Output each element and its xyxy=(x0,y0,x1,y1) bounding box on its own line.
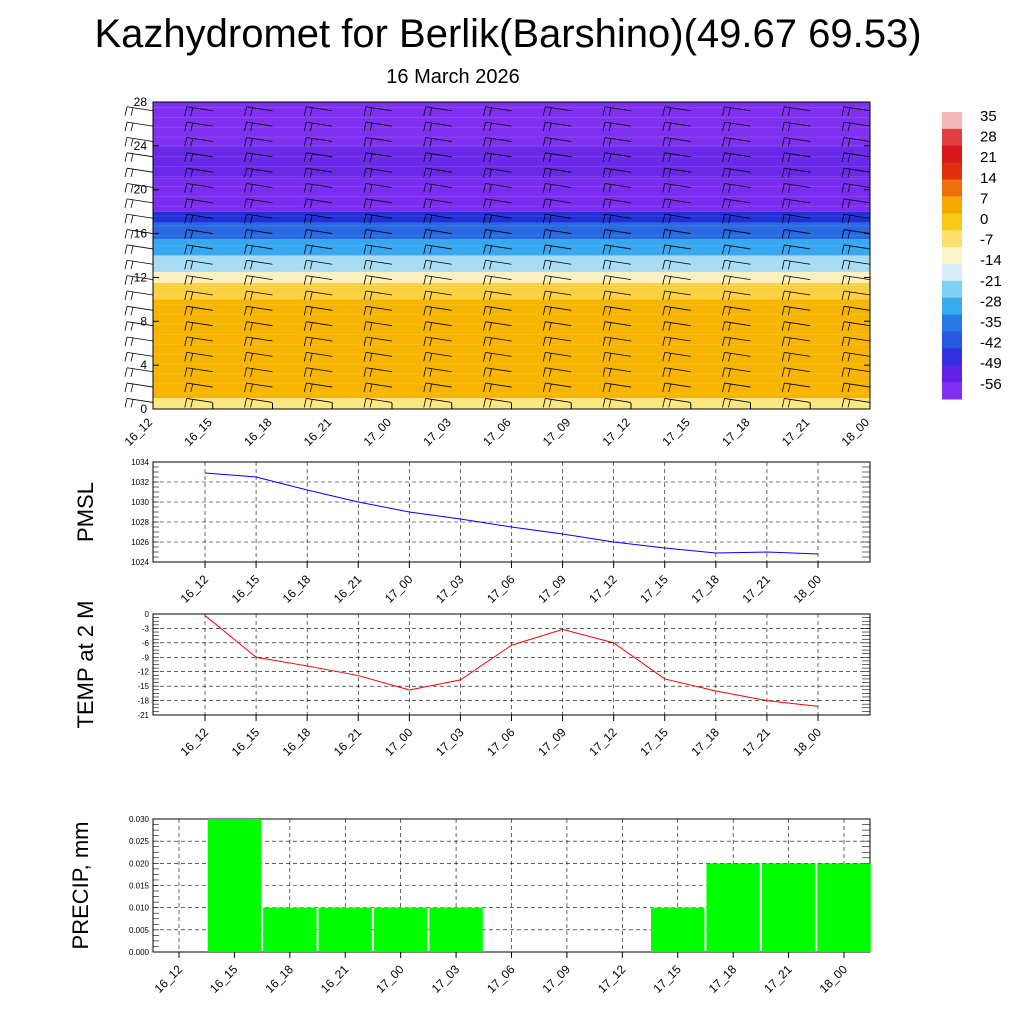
colorbar-swatch xyxy=(942,365,962,382)
x-tick-label: 17_00 xyxy=(381,725,416,759)
x-tick-label: 17_09 xyxy=(535,572,569,606)
wind-barb xyxy=(125,398,153,407)
wind-barb xyxy=(125,322,153,331)
x-tick-label: 17_18 xyxy=(688,572,722,606)
x-tick-label: 16_21 xyxy=(300,415,335,449)
wind-barb xyxy=(125,214,153,223)
wind-barb xyxy=(125,260,153,269)
y-tick-label: 28 xyxy=(133,95,147,109)
wind-barb xyxy=(125,352,153,361)
y-tick-label: 12 xyxy=(133,270,147,285)
figure-subtitle: 16 March 2026 xyxy=(386,66,520,88)
x-tick-label: 16_15 xyxy=(181,415,215,449)
colorbar-swatch xyxy=(942,247,962,264)
colorbar-swatch xyxy=(942,230,962,247)
colorbar-label: 28 xyxy=(980,128,997,146)
x-tick-label: 16_15 xyxy=(207,962,241,996)
figure-title: Kazhydromet for Berlik(Barshino)(49.67 69.53) xyxy=(94,12,922,56)
colorbar-swatch xyxy=(942,163,962,180)
x-tick-label: 17_21 xyxy=(739,725,774,759)
x-tick-label: 17_18 xyxy=(719,415,753,449)
colorbar-swatch xyxy=(942,180,962,197)
precip-bar xyxy=(651,908,704,952)
wind-barb xyxy=(125,153,153,162)
x-tick-label: 17_15 xyxy=(637,572,671,606)
x-tick-label: 16_12 xyxy=(177,572,212,606)
cross-section-band xyxy=(153,223,870,239)
precip-bar xyxy=(429,908,482,952)
y-tick-label: 24 xyxy=(133,138,147,153)
y-tick-label: -18 xyxy=(137,696,149,706)
x-tick-label: 16_15 xyxy=(228,725,263,759)
cross-section-band xyxy=(153,299,870,398)
y-tick-label: 0.020 xyxy=(128,859,149,869)
cross-section-panel xyxy=(122,95,873,449)
precip-bar xyxy=(817,863,870,952)
x-tick-label: 17_00 xyxy=(381,572,416,606)
x-tick-label: 17_12 xyxy=(586,725,620,759)
precip-panel xyxy=(68,815,871,996)
colorbar-label: -21 xyxy=(980,272,1002,290)
x-tick-label: 17_00 xyxy=(360,415,395,449)
colorbar-label: 7 xyxy=(980,190,989,208)
colorbar xyxy=(942,108,1002,400)
y-axis-label: TEMP at 2 M xyxy=(73,600,98,729)
cross-section-band xyxy=(153,256,870,272)
y-tick-label: -12 xyxy=(137,667,149,677)
y-tick-label: 0.025 xyxy=(128,837,149,847)
wind-barb xyxy=(125,383,153,392)
colorbar-swatch xyxy=(942,298,962,315)
x-tick-label: 18_00 xyxy=(790,725,825,759)
x-tick-label: 17_15 xyxy=(650,962,684,996)
x-tick-label: 17_03 xyxy=(433,725,467,759)
x-tick-label: 16_15 xyxy=(228,572,263,606)
colorbar-label: 14 xyxy=(980,169,997,187)
x-tick-label: 16_18 xyxy=(279,572,314,606)
precip-bar xyxy=(208,819,261,952)
y-tick-label: 0.000 xyxy=(128,948,149,957)
x-tick-label: 17_12 xyxy=(594,962,629,996)
colorbar-swatch xyxy=(942,129,962,146)
colorbar-label: -28 xyxy=(980,293,1002,311)
y-tick-label: 0.030 xyxy=(128,815,149,824)
x-tick-label: 17_09 xyxy=(539,962,574,996)
cross-section-band xyxy=(153,146,870,179)
colorbar-label: -35 xyxy=(980,314,1002,331)
colorbar-label: -7 xyxy=(980,231,994,249)
wind-barb xyxy=(125,168,153,177)
colorbar-swatch xyxy=(942,264,962,281)
colorbar-swatch xyxy=(942,112,962,129)
precip-bar xyxy=(263,908,316,952)
y-tick-label: 1028 xyxy=(131,518,149,527)
x-tick-label: 17_09 xyxy=(539,415,574,449)
colorbar-label: -14 xyxy=(980,252,1002,270)
colorbar-swatch xyxy=(942,315,962,332)
y-tick-label: 1026 xyxy=(131,538,149,547)
x-tick-label: 16_21 xyxy=(317,962,352,996)
precip-bar xyxy=(762,863,815,952)
x-tick-label: 18_00 xyxy=(816,962,851,996)
wind-barb xyxy=(125,368,153,377)
x-tick-label: 17_21 xyxy=(761,962,795,996)
x-tick-label: 17_09 xyxy=(535,725,569,759)
x-tick-label: 16_18 xyxy=(241,415,275,449)
y-tick-label: 0 xyxy=(144,610,149,619)
y-axis-label: PRECIP, mm xyxy=(68,821,93,950)
precip-bar xyxy=(319,908,372,952)
colorbar-swatch xyxy=(942,196,962,213)
x-tick-label: 17_06 xyxy=(484,572,518,606)
y-tick-label: 16 xyxy=(133,226,147,241)
y-tick-label: -21 xyxy=(137,711,149,720)
colorbar-label: 35 xyxy=(980,108,997,125)
colorbar-swatch xyxy=(942,331,962,348)
x-tick-label: 16_21 xyxy=(330,572,365,606)
x-tick-label: 17_03 xyxy=(420,415,454,449)
y-tick-label: 4 xyxy=(140,358,147,373)
x-tick-label: 16_18 xyxy=(279,725,314,759)
colorbar-label: -49 xyxy=(980,355,1002,373)
x-tick-label: 17_21 xyxy=(739,572,774,606)
colorbar-label: 21 xyxy=(980,149,997,167)
y-tick-label: 1032 xyxy=(131,478,149,487)
colorbar-label: 0 xyxy=(980,211,989,228)
y-tick-label: 0 xyxy=(140,402,147,416)
y-tick-label: 0.005 xyxy=(128,925,149,935)
x-tick-label: 17_06 xyxy=(480,415,514,449)
x-tick-label: 18_00 xyxy=(790,572,825,606)
temp-panel xyxy=(73,601,870,759)
y-tick-label: 0.015 xyxy=(128,881,149,891)
x-tick-label: 17_03 xyxy=(428,962,463,996)
x-tick-label: 17_12 xyxy=(599,415,634,449)
wind-barb xyxy=(125,306,153,315)
cross-section-band xyxy=(153,179,870,212)
y-tick-label: 20 xyxy=(133,182,147,197)
y-tick-label: -9 xyxy=(141,653,149,663)
x-tick-label: 17_00 xyxy=(373,962,407,996)
x-tick-label: 17_15 xyxy=(637,725,671,759)
x-tick-label: 17_15 xyxy=(659,415,693,449)
colorbar-label: -42 xyxy=(980,334,1002,352)
wind-barb xyxy=(125,122,153,131)
y-tick-label: -6 xyxy=(141,638,149,648)
x-tick-label: 16_12 xyxy=(121,415,156,449)
x-tick-label: 17_06 xyxy=(484,962,518,996)
colorbar-swatch xyxy=(942,382,962,399)
wind-barb xyxy=(125,291,153,300)
y-tick-label: 1024 xyxy=(131,558,149,567)
colorbar-swatch xyxy=(942,281,962,298)
x-tick-label: 17_18 xyxy=(705,962,740,996)
colorbar-swatch xyxy=(942,213,962,230)
x-tick-label: 17_12 xyxy=(586,572,620,606)
x-tick-label: 16_12 xyxy=(151,962,186,996)
y-axis-label: PMSL xyxy=(73,482,98,542)
precip-bar xyxy=(706,863,759,952)
x-tick-label: 17_18 xyxy=(688,725,722,759)
x-tick-label: 17_06 xyxy=(484,725,518,759)
wind-barb xyxy=(125,337,153,346)
wind-barb xyxy=(125,199,153,208)
x-tick-label: 16_18 xyxy=(262,962,296,996)
wind-barb xyxy=(125,245,153,254)
x-tick-label: 18_00 xyxy=(838,415,873,449)
precip-bar xyxy=(374,908,427,952)
colorbar-label: -56 xyxy=(980,375,1002,393)
pmsl-panel xyxy=(73,458,870,606)
y-tick-label: -15 xyxy=(137,682,149,692)
y-tick-label: 1034 xyxy=(131,458,149,467)
y-tick-label: 8 xyxy=(140,314,147,329)
y-tick-label: 1030 xyxy=(131,498,149,507)
x-tick-label: 17_03 xyxy=(433,572,467,606)
y-tick-label: -3 xyxy=(141,624,149,634)
x-tick-label: 16_12 xyxy=(177,725,212,759)
colorbar-swatch xyxy=(942,348,962,365)
y-tick-label: 0.010 xyxy=(128,903,149,913)
x-tick-label: 16_21 xyxy=(330,725,365,759)
x-tick-label: 17_21 xyxy=(778,415,813,449)
cross-section-band xyxy=(153,212,870,223)
colorbar-swatch xyxy=(942,146,962,163)
